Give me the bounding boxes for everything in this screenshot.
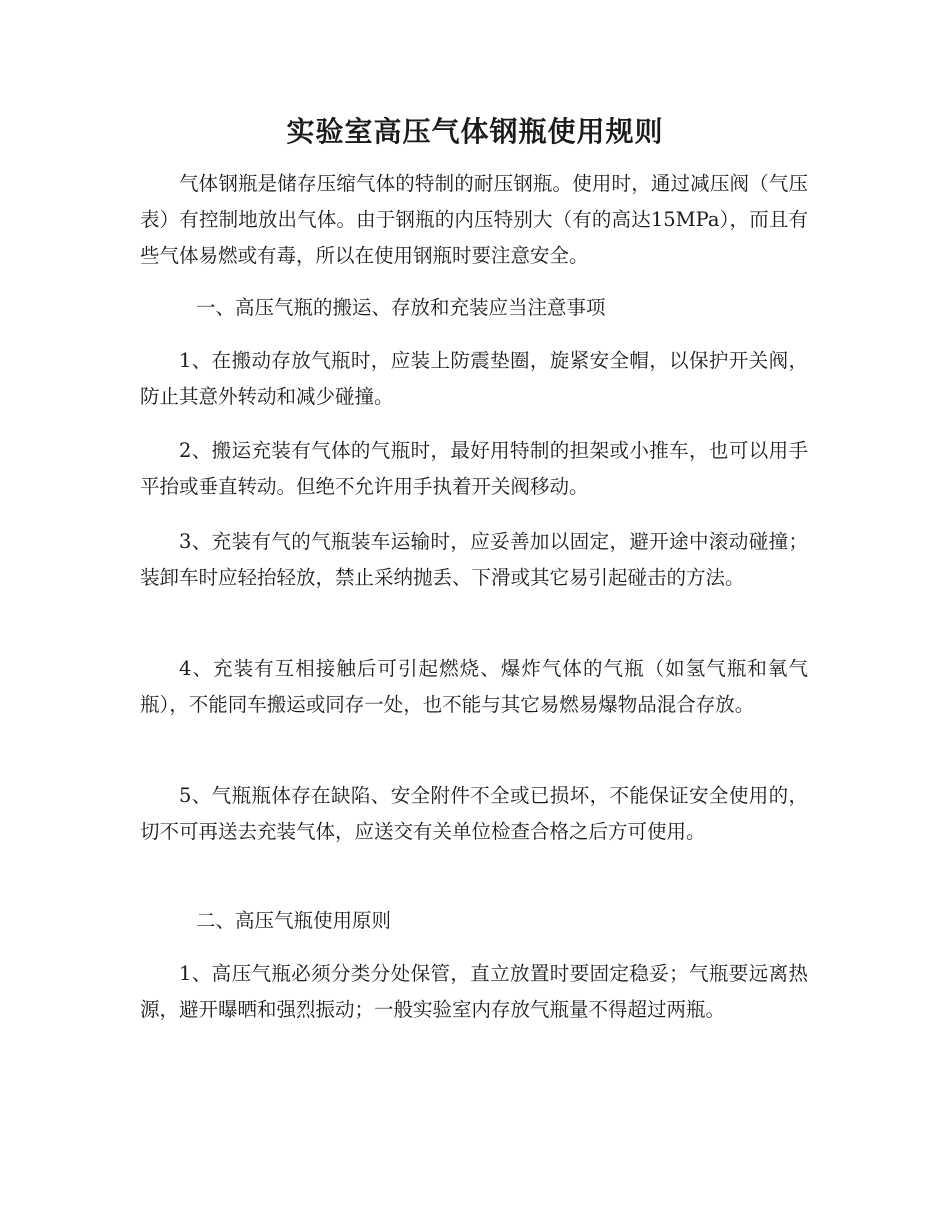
section-2-paragraph-1: 1、高压气瓶必须分类分处保管，直立放置时要固定稳妥；气瓶要远离热源，避开曝晒和强烈振动；一般实验室内存放气瓶量不得超过两瓶。 bbox=[140, 962, 808, 1021]
section-1-paragraph-5: 5、气瓶瓶体存在缺陷、安全附件不全或已损坏，不能保证安全使用的，切不可再送去充装气体，应送交有关单位检查合格之后方可使用。 bbox=[140, 784, 808, 843]
section-1-paragraph-2: 2、搬运充装有气体的气瓶时，最好用特制的担架或小推车，也可以用手平抬或垂直转动。但绝不允许用手执着开关阀移动。 bbox=[140, 439, 808, 498]
section-1-heading: 一、高压气瓶的搬运、存放和充装应当注意事项 bbox=[196, 296, 606, 319]
document-title: 实验室高压气体钢瓶使用规则 bbox=[286, 115, 664, 148]
section-1-paragraph-4: 4、充装有互相接触后可引起燃烧、爆炸气体的气瓶（如氢气瓶和氧气瓶），不能同车搬运或同存一处，也不能与其它易燃易爆物品混合存放。 bbox=[140, 657, 808, 716]
intro-paragraph: 气体钢瓶是储存压缩气体的特制的耐压钢瓶。使用时，通过减压阀（气压表）有控制地放出气体。由于钢瓶的内压特别大（有的高达15MPa），而且有些气体易燃或有毒，所以在使用钢瓶时要注意安全。 bbox=[140, 172, 808, 267]
section-2-heading: 二、高压气瓶使用原则 bbox=[196, 909, 392, 932]
section-1-paragraph-3: 3、充装有气的气瓶装车运输时，应妥善加以固定，避开途中滚动碰撞；装卸车时应轻抬轻放，禁止采纳抛丢、下滑或其它易引起碰击的方法。 bbox=[140, 530, 808, 589]
section-1-paragraph-1: 1、在搬动存放气瓶时，应装上防震垫圈，旋紧安全帽，以保护开关阀，防止其意外转动和减少碰撞。 bbox=[140, 349, 808, 408]
